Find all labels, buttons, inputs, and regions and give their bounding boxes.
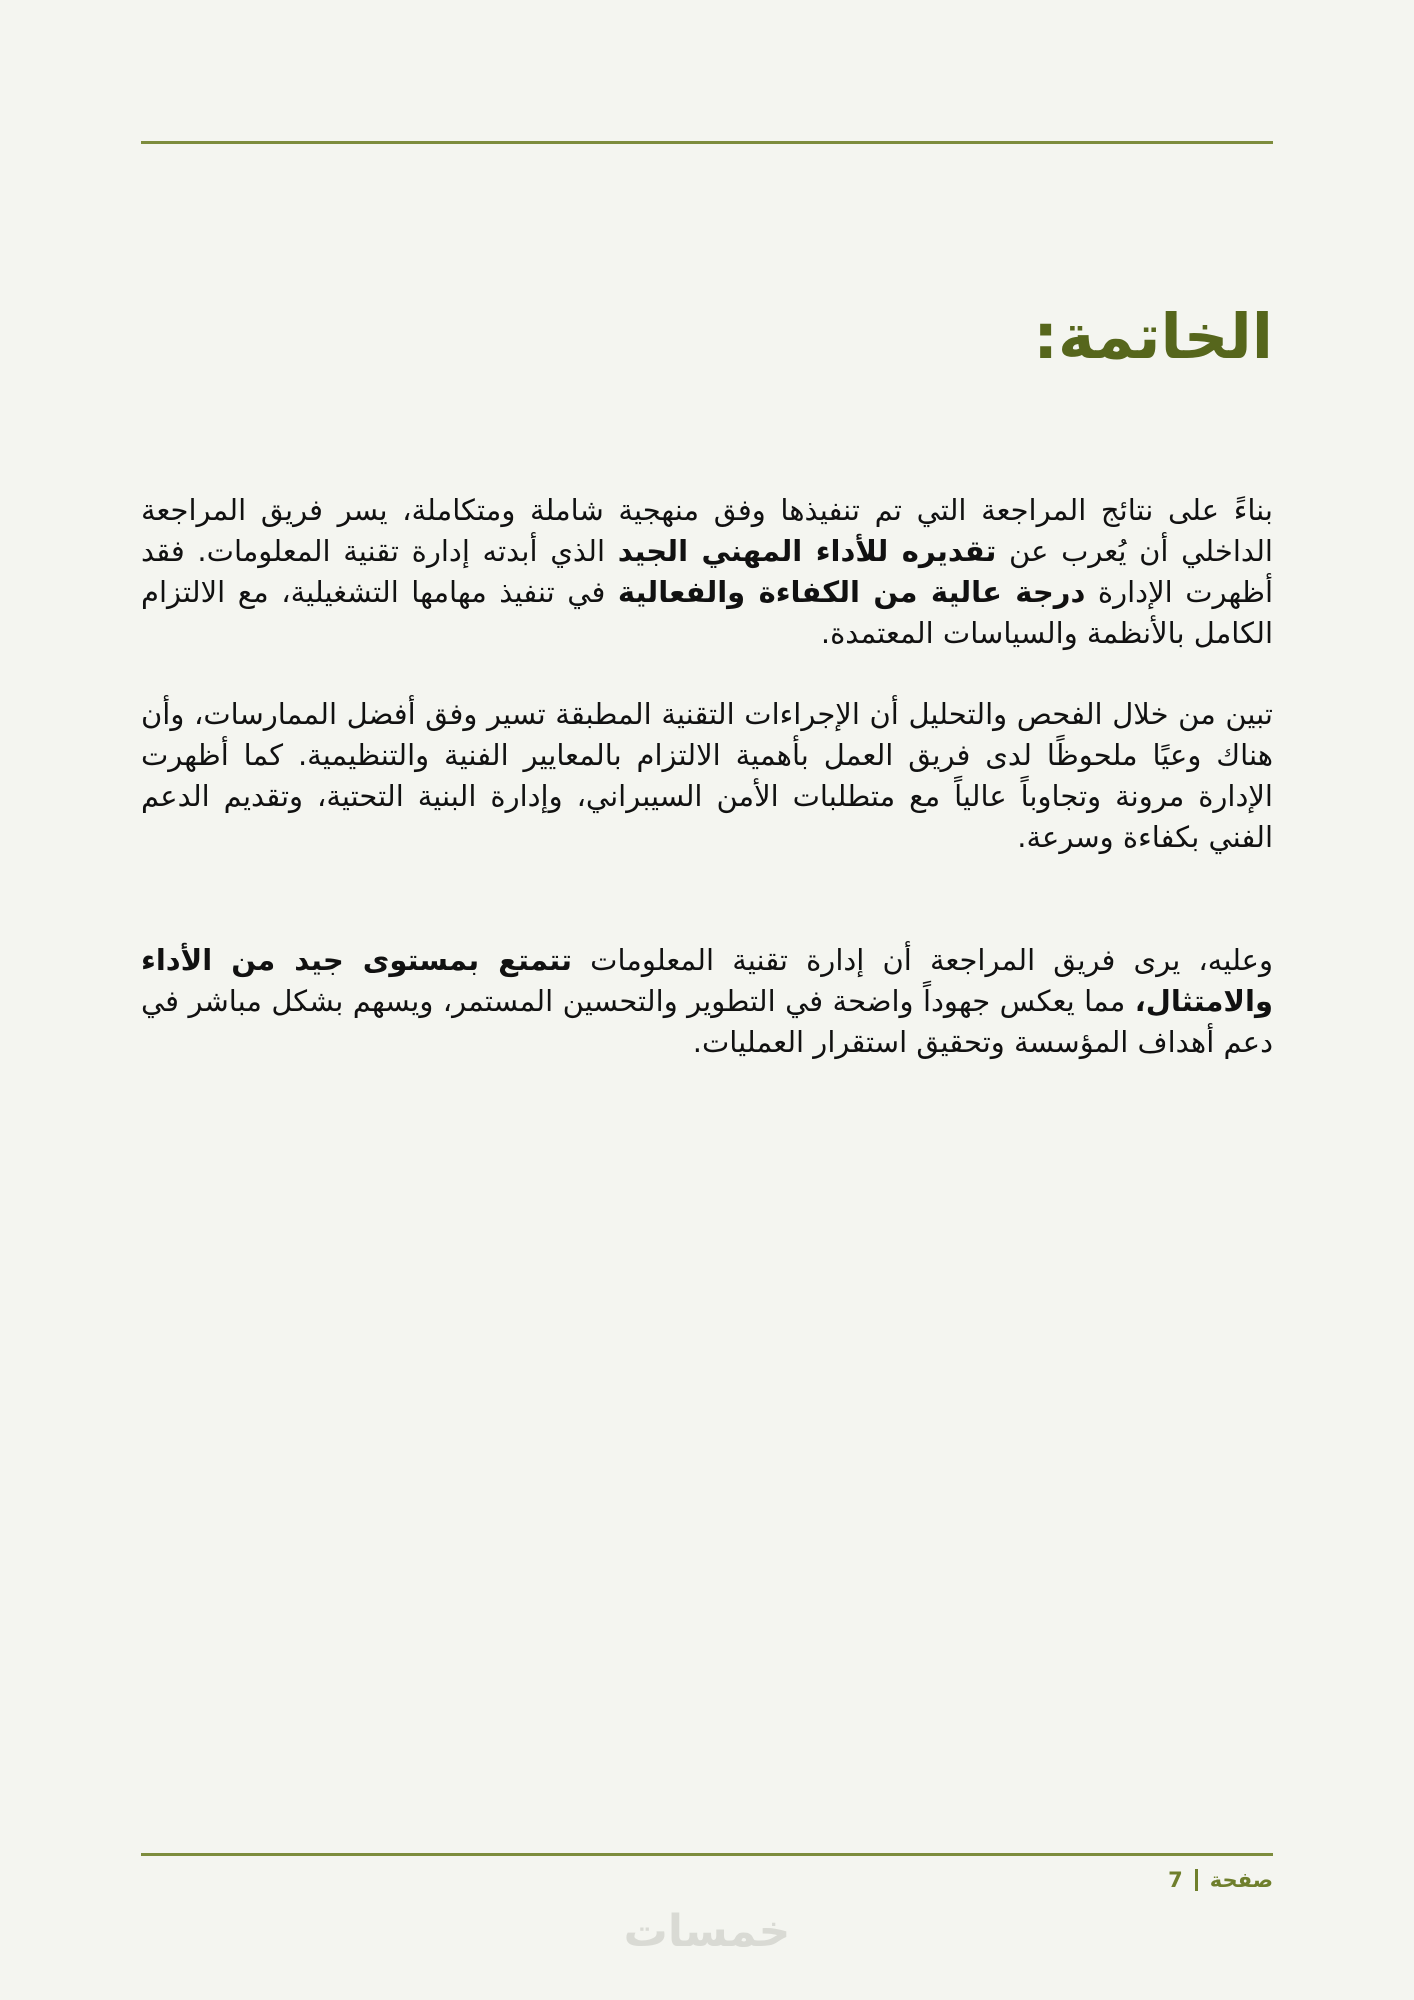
paragraph-3-text-1: وعليه، يرى فريق المراجعة أن إدارة تقنية المعلومات: [572, 943, 1273, 977]
paragraph-text: [141, 490, 1273, 654]
paragraph-1-text-2: الذي أبدته إدارة تقنية المعلومات. فقد أظهرت الإدارة: [141, 534, 1274, 609]
paragraph-3-text-2: مما يعكس جهوداً واضحة في التطوير والتحسين المستمر، ويسهم بشكل مباشر في دعم أهداف المؤسسة وتحقيق استقرار العمليات.: [141, 984, 1273, 1059]
paragraph-3-bold-1: تتمتع بمستوى جيد من الأداء والامتثال،: [141, 943, 1273, 1018]
paragraph-1-text-3: في تنفيذ مهامها التشغيلية، مع الالتزام الكامل بالأنظمة والسياسات المعتمدة.: [141, 575, 1273, 650]
conclusion-paragraph-1: [141, 490, 1273, 654]
page-footer: [1168, 1868, 1273, 1892]
watermark-logo: خمسات: [623, 1906, 791, 1957]
paragraph-1-bold-2: درجة عالية من الكفاءة والفعالية: [617, 575, 1086, 609]
conclusion-paragraph-2: [141, 694, 1273, 858]
paragraph-1-bold-1: تقديره للأداء المهني الجيد: [617, 534, 997, 568]
page-label: صفحة: [1209, 1868, 1273, 1892]
paragraph-2-text-1: تبين من خلال الفحص والتحليل أن الإجراءات التقنية المطبقة تسير وفق أفضل الممارسات، وأن هناك وعيًا ملحوظًا لدى فريق العمل بأهمية الالتزام بالمعايير الفنية والتنظيمية. كما أظهرت الإدارة مرونة وتجاوباً عالياً مع متطلبات الأمن السيبراني، وإدارة البنية التحتية، وتقديم الدعم الفني بكفاءة وسرعة.: [141, 697, 1273, 854]
page-title: الخاتمة:: [1033, 300, 1273, 373]
footer-divider: [141, 1853, 1273, 1856]
paragraph-1-text-1: بناءً على نتائج المراجعة التي تم تنفيذها وفق منهجية شاملة ومتكاملة، يسر فريق المراجعة الداخلي أن يُعرب عن: [141, 493, 1273, 568]
page-number: 7: [1168, 1868, 1183, 1892]
conclusion-paragraph-3: [141, 940, 1273, 1063]
footer-separator: [1195, 1869, 1198, 1891]
paragraph-text: [141, 940, 1273, 1063]
paragraph-text: [141, 694, 1273, 858]
header-divider: [141, 141, 1273, 144]
